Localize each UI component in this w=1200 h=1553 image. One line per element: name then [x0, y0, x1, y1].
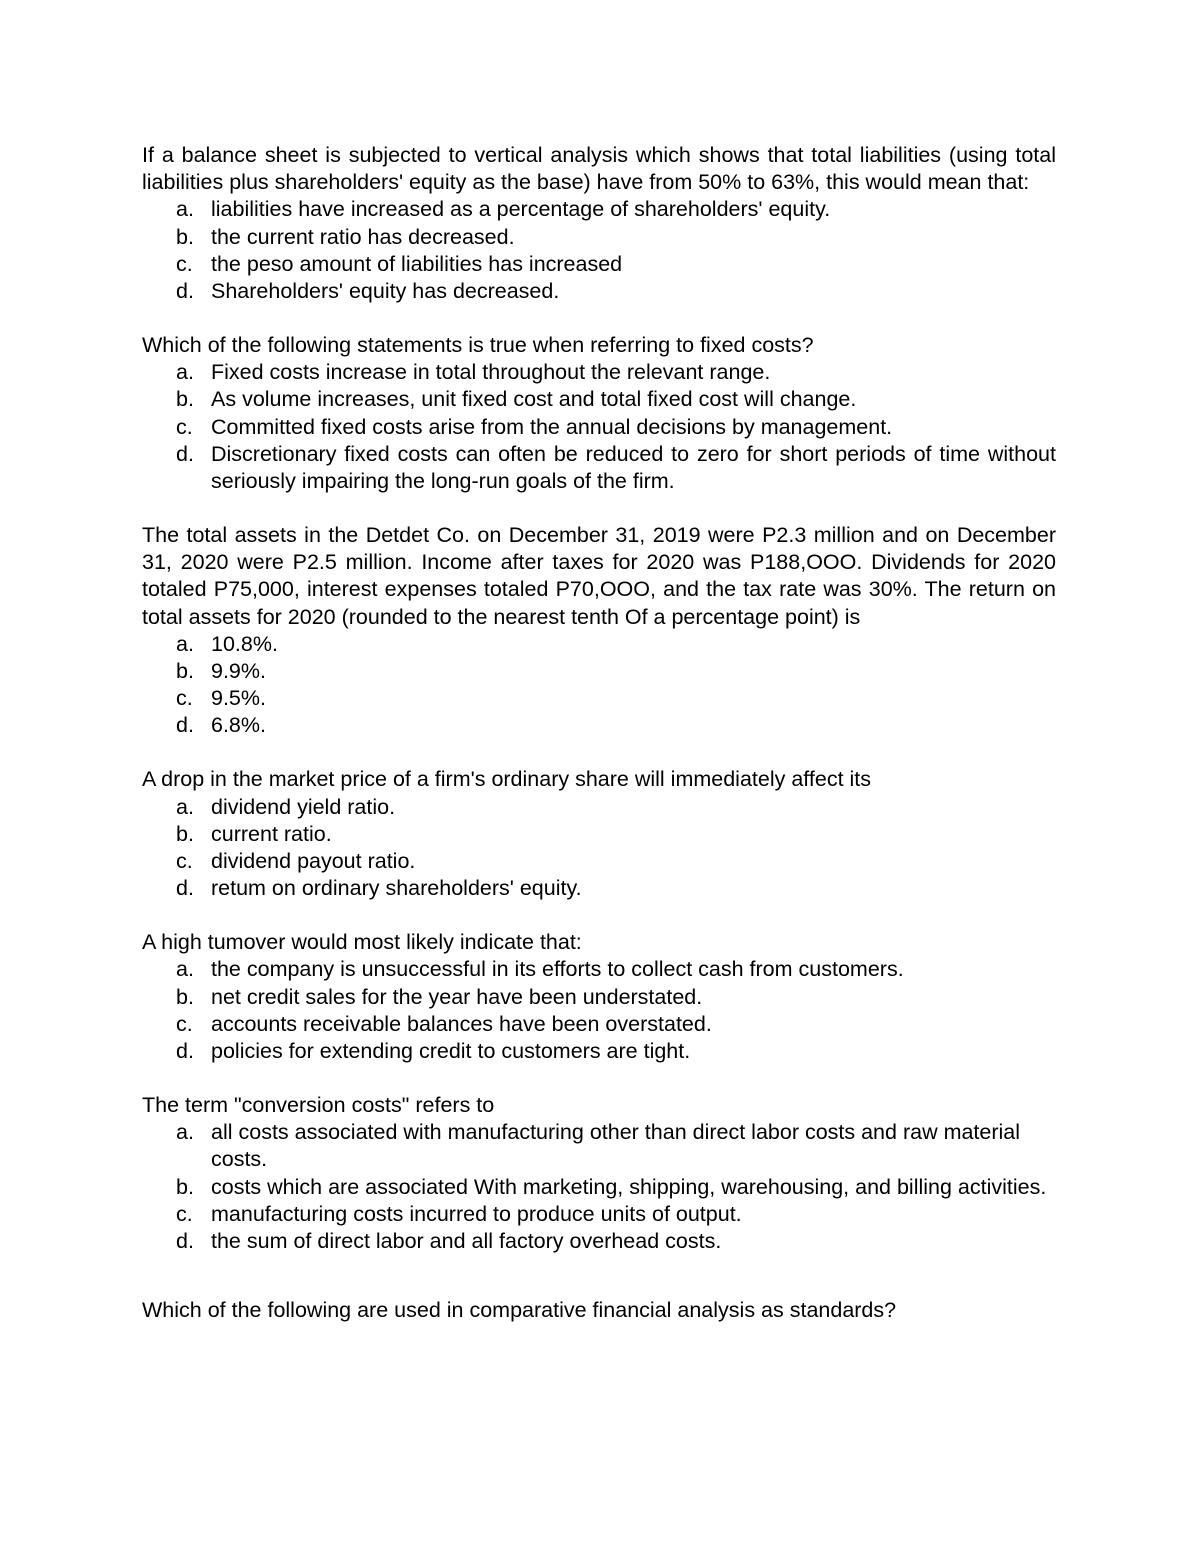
option-letter: d. [176, 1039, 194, 1064]
option-a [142, 359, 1056, 386]
option-b [142, 386, 1056, 413]
option-text: retum on ordinary shareholders' equity. [211, 876, 582, 901]
option-text: net credit sales for the year have been understated. [211, 984, 703, 1009]
option-text: policies for extending credit to customers are tight. [211, 1039, 691, 1064]
option-letter: d. [176, 1229, 194, 1254]
option-text: current ratio. [211, 821, 332, 846]
option-b [142, 821, 1056, 848]
question-6 [142, 1092, 1056, 1255]
option-list [142, 794, 1056, 903]
option-text: all costs associated with manufacturing other than direct labor costs and raw material costs. [211, 1120, 1021, 1172]
question-3 [142, 522, 1056, 740]
option-a [142, 1119, 1056, 1173]
option-d [142, 712, 1056, 739]
option-d [142, 875, 1056, 902]
option-letter: a. [176, 1120, 194, 1145]
option-letter: a. [176, 197, 194, 222]
option-text: Shareholders' equity has decreased. [211, 279, 560, 304]
option-letter: b. [176, 1174, 194, 1199]
option-text: costs which are associated With marketing, shipping, warehousing, and billing activities. [211, 1174, 1047, 1199]
option-a [142, 196, 1056, 223]
option-letter: b. [176, 387, 194, 412]
spacer [142, 1065, 1056, 1092]
question-4 [142, 766, 1056, 902]
option-c [142, 1201, 1056, 1228]
option-letter: c. [176, 686, 193, 711]
option-letter: b. [176, 984, 194, 1009]
option-c [142, 1011, 1056, 1038]
option-text: the current ratio has decreased. [211, 224, 515, 249]
option-letter: d. [176, 876, 194, 901]
option-text: the peso amount of liabilities has increased [211, 251, 623, 276]
spacer [142, 740, 1056, 767]
option-c [142, 251, 1056, 278]
option-letter: a. [176, 631, 194, 656]
option-letter: d. [176, 441, 194, 466]
question-stem: A high tumover would most likely indicate that: [142, 930, 582, 955]
option-text: Committed fixed costs arise from the annual decisions by management. [211, 414, 893, 439]
spacer [142, 1255, 1056, 1297]
option-b [142, 658, 1056, 685]
option-letter: a. [176, 957, 194, 982]
option-d [142, 441, 1056, 495]
option-letter: c. [176, 1201, 193, 1226]
option-letter: c. [176, 414, 193, 439]
question-1 [142, 142, 1056, 305]
option-text: 9.5%. [211, 686, 266, 711]
option-d [142, 278, 1056, 305]
option-c [142, 848, 1056, 875]
option-text: 9.9%. [211, 659, 266, 684]
option-list [142, 956, 1056, 1065]
option-a [142, 794, 1056, 821]
option-text: manufacturing costs incurred to produce units of output. [211, 1201, 742, 1226]
option-text: 10.8%. [211, 631, 278, 656]
question-stem: Which of the following statements is true when referring to fixed costs? [142, 333, 814, 358]
option-list [142, 631, 1056, 740]
option-list [142, 359, 1056, 495]
option-c [142, 414, 1056, 441]
option-text: As volume increases, unit fixed cost and total fixed cost will change. [211, 387, 857, 412]
question-7 [142, 1297, 1056, 1324]
option-d [142, 1038, 1056, 1065]
option-list [142, 1119, 1056, 1255]
question-stem: The total assets in the Detdet Co. on December 31, 2019 were P2.3 million and on December 31, 2020 were P2.5 million. Income after taxes for 2020 was P188,OOO. Dividends for 2020 totaled P75,000, interest expenses totaled P70,OOO, and the tax rate was 30%. The return on total assets for 2020 (rounded to the nearest tenth Of a percentage point) is [142, 523, 1056, 629]
option-text: Fixed costs increase in total throughout the relevant range. [211, 360, 771, 385]
option-letter: a. [176, 360, 194, 385]
question-stem: A drop in the market price of a firm's ordinary share will immediately affect its [142, 767, 872, 792]
option-text: liabilities have increased as a percentage of shareholders' equity. [211, 197, 831, 222]
option-text: the company is unsuccessful in its efforts to collect cash from customers. [211, 957, 904, 982]
option-letter: d. [176, 279, 194, 304]
option-b [142, 984, 1056, 1011]
question-2 [142, 332, 1056, 495]
question-5 [142, 929, 1056, 1065]
option-letter: b. [176, 659, 194, 684]
option-text: dividend payout ratio. [211, 849, 416, 874]
question-list [142, 142, 1056, 1325]
option-letter: c. [176, 849, 193, 874]
option-text: 6.8%. [211, 713, 266, 738]
question-stem: Which of the following are used in comparative financial analysis as standards? [142, 1298, 897, 1323]
question-stem: The term "conversion costs" refers to [142, 1093, 495, 1118]
option-letter: d. [176, 713, 194, 738]
option-letter: b. [176, 821, 194, 846]
spacer [142, 495, 1056, 522]
option-text: dividend yield ratio. [211, 794, 396, 819]
option-b [142, 1174, 1056, 1201]
option-list [142, 196, 1056, 305]
spacer [142, 902, 1056, 929]
option-letter: b. [176, 224, 194, 249]
option-a [142, 956, 1056, 983]
option-a [142, 631, 1056, 658]
option-letter: c. [176, 1011, 193, 1036]
option-c [142, 685, 1056, 712]
option-letter: a. [176, 794, 194, 819]
spacer [142, 305, 1056, 332]
option-text: accounts receivable balances have been overstated. [211, 1011, 712, 1036]
option-b [142, 224, 1056, 251]
question-stem: If a balance sheet is subjected to vertical analysis which shows that total liabilities (using total liabilities plus shareholders' equity as the base) have from 50% to 63%, this would mean that: [142, 143, 1056, 195]
option-text: Discretionary fixed costs can often be reduced to zero for short periods of time without seriously impairing the long-run goals of the firm. [211, 441, 1056, 494]
option-letter: c. [176, 251, 193, 276]
option-text: the sum of direct labor and all factory overhead costs. [211, 1229, 722, 1254]
option-d [142, 1228, 1056, 1255]
